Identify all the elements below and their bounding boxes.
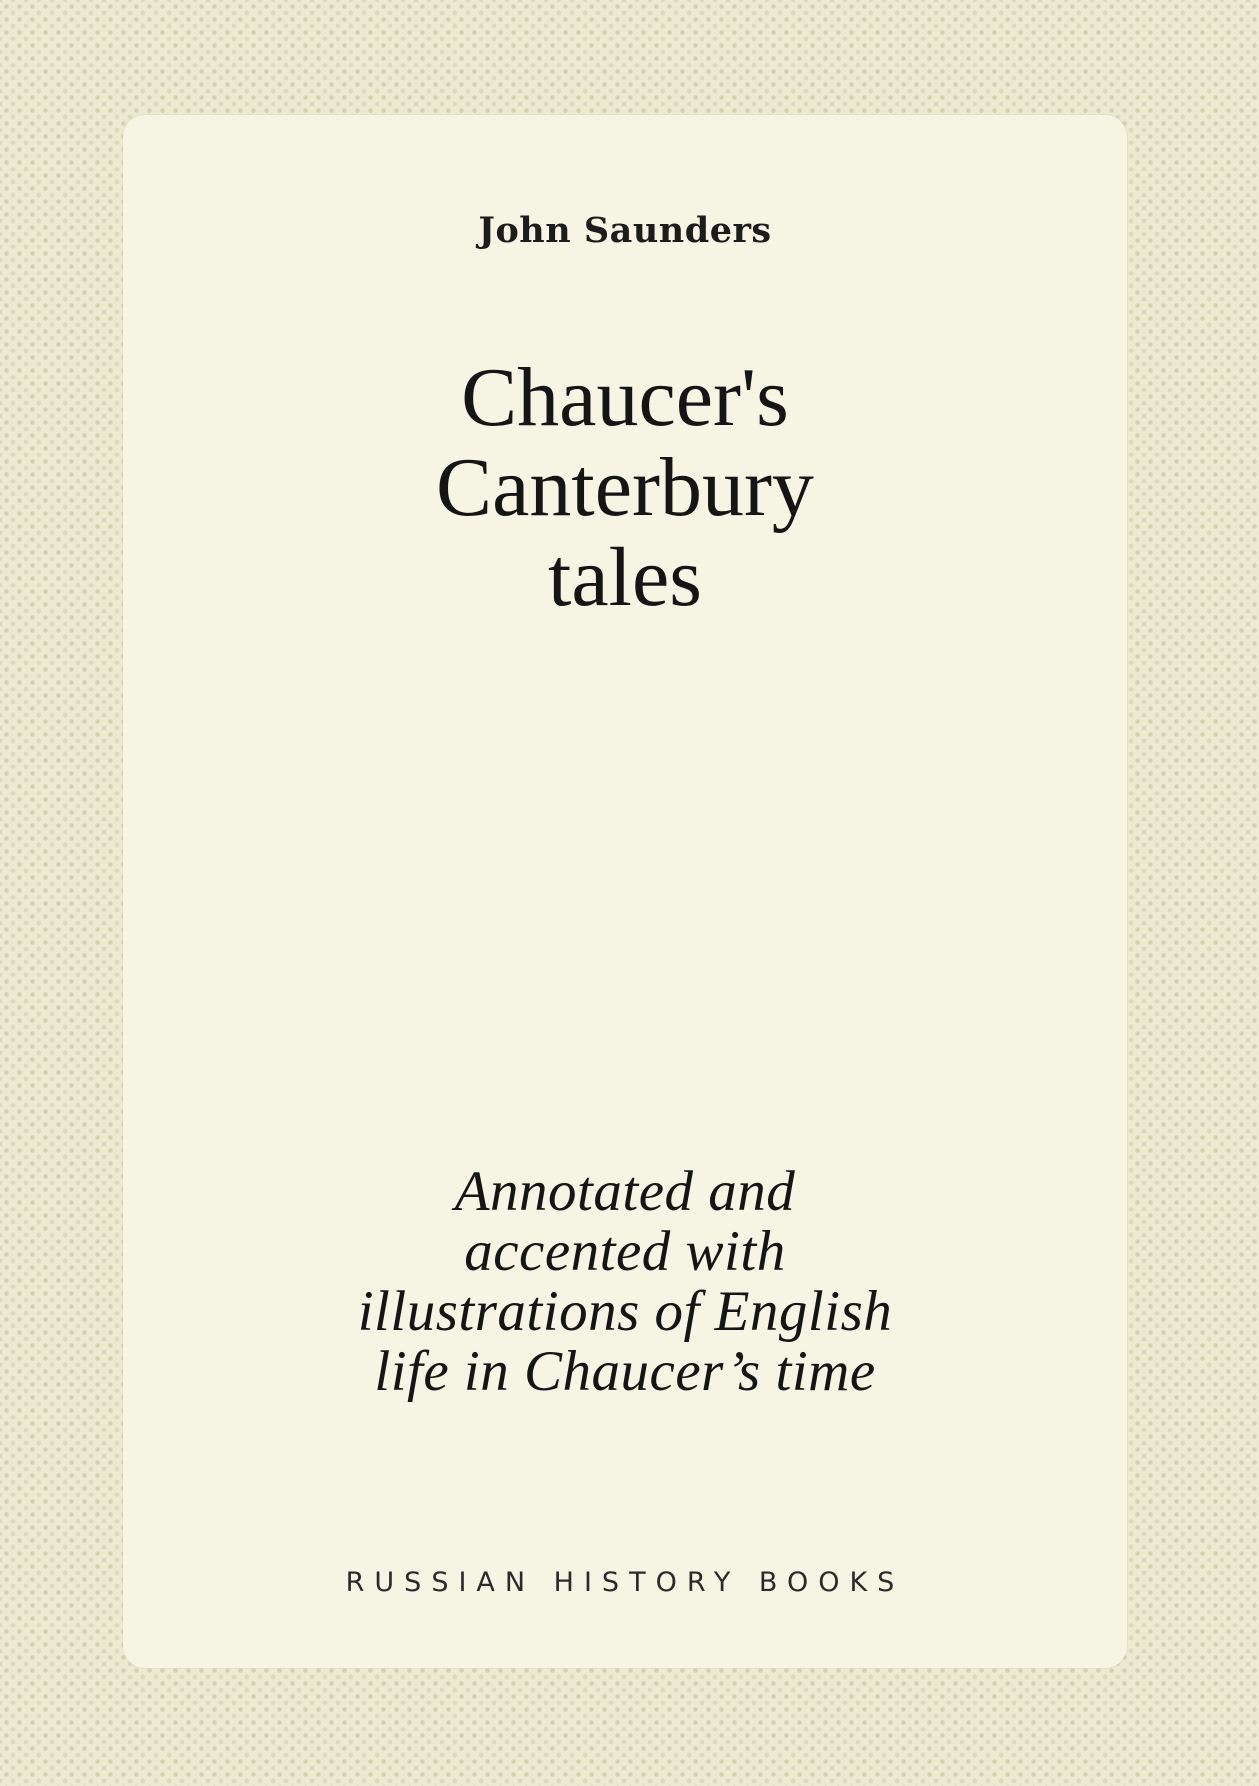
book-title <box>123 353 1127 623</box>
cover-panel <box>123 115 1127 1668</box>
book-subtitle <box>123 1162 1127 1402</box>
subtitle-line: illustrations of English <box>357 1280 893 1343</box>
subtitle-line: accented with <box>464 1220 786 1283</box>
title-line: Canterbury <box>436 441 814 534</box>
title-line: Chaucer's <box>461 351 789 444</box>
subtitle-line: life in Chaucer’s time <box>374 1340 876 1403</box>
subtitle-line: Annotated and <box>454 1160 796 1223</box>
publisher-name: RUSSIAN HISTORY BOOKS <box>345 1567 905 1598</box>
title-line: tales <box>548 531 702 624</box>
author-name: John Saunders <box>478 210 772 251</box>
